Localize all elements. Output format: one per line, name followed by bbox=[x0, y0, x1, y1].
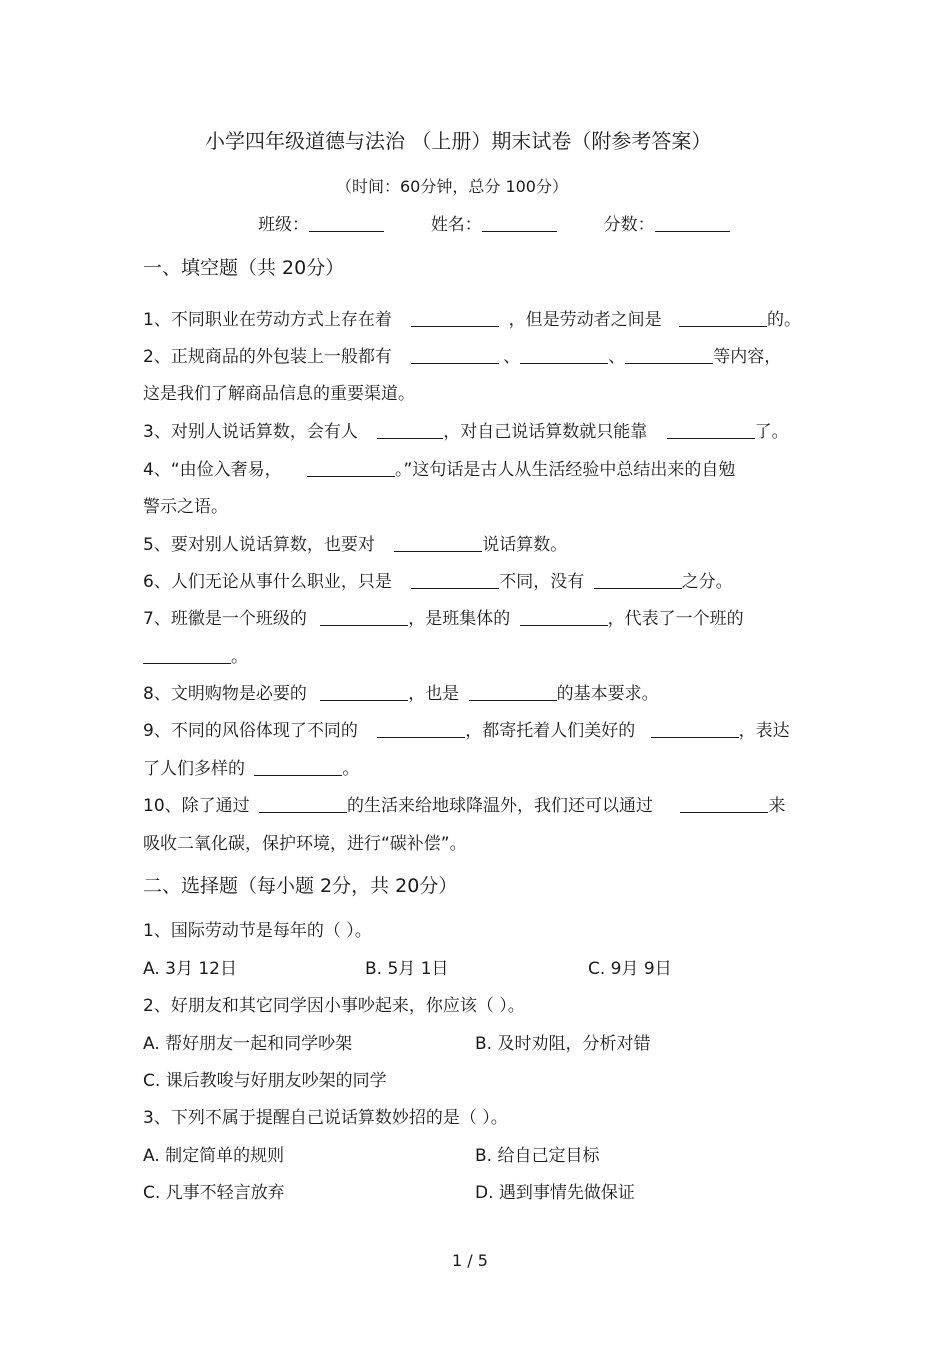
student-info-row bbox=[258, 214, 730, 236]
fill-question-1 bbox=[143, 309, 801, 331]
answer-blank bbox=[377, 721, 465, 738]
answer-blank bbox=[679, 310, 767, 327]
q5-text-a: 5、要对别人说话算数，也要对 bbox=[143, 535, 375, 555]
q8-text-c: 的基本要求。 bbox=[556, 684, 659, 704]
answer-blank bbox=[594, 572, 682, 589]
q1-text-b: ，但是劳动者之间是 bbox=[508, 310, 662, 330]
q2-text-c: 、 bbox=[608, 347, 626, 367]
page-number: 1 / 5 bbox=[452, 1251, 488, 1270]
q2-option-a: A. 帮好朋友一起和同学吵架 bbox=[143, 1034, 353, 1054]
q10-text-c: 来 bbox=[768, 796, 786, 816]
section-2-title: 二、选择题（每小题 2分，共 20分） bbox=[143, 875, 458, 897]
q9-text-a: 9、不同的风俗体现了不同的 bbox=[143, 721, 358, 741]
answer-blank bbox=[307, 460, 395, 477]
answer-blank bbox=[259, 796, 347, 813]
q4-text-b: 。”这句话是古人从生活经验中总结出来的自勉 bbox=[395, 460, 736, 480]
answer-blank bbox=[625, 347, 713, 364]
q3-option-c: C. 凡事不轻言放弃 bbox=[143, 1183, 285, 1203]
q9-text-b: ，都寄托着人们美好的 bbox=[465, 721, 636, 741]
q8-text-a: 8、文明购物是必要的 bbox=[143, 684, 307, 704]
q2-option-b: B. 及时劝阻，分析对错 bbox=[475, 1034, 651, 1054]
choice-question-1: 1、国际劳动节是每年的（ ）。 bbox=[143, 921, 372, 941]
answer-blank bbox=[411, 347, 499, 364]
class-label: 班级： bbox=[258, 215, 309, 235]
answer-blank bbox=[680, 796, 768, 813]
q3-text-c: 了。 bbox=[754, 422, 789, 442]
q10-text-b: 的生活来给地球降温外，我们还可以通过 bbox=[347, 796, 654, 816]
q7-text-c: ，代表了一个班的 bbox=[607, 609, 744, 629]
answer-blank bbox=[411, 310, 499, 327]
q2-text-d: 等内容， bbox=[713, 347, 782, 367]
q4-text-a: 4、“由俭入奢易， bbox=[143, 460, 282, 480]
fill-question-2 bbox=[143, 346, 781, 368]
fill-question-7-cont bbox=[143, 646, 248, 668]
choice-question-2: 2、好朋友和其它同学因小事吵起来，你应该（ ）。 bbox=[143, 996, 525, 1016]
q7-text-b: ，是班集体的 bbox=[408, 609, 511, 629]
q10-text-a: 10、除了通过 bbox=[143, 796, 250, 816]
q2-option-c: C. 课后教唆与好朋友吵架的同学 bbox=[143, 1071, 387, 1091]
answer-blank bbox=[254, 759, 342, 776]
answer-blank bbox=[143, 647, 231, 664]
answer-blank bbox=[394, 535, 482, 552]
answer-blank bbox=[411, 572, 499, 589]
fill-question-10 bbox=[143, 795, 785, 817]
fill-question-10-cont: 吸收二氧化碳，保护环境，进行“碳补偿”。 bbox=[143, 834, 467, 854]
q2-text-b: 、 bbox=[503, 347, 521, 367]
answer-blank bbox=[667, 422, 755, 439]
q7-text-a: 7、班徽是一个班级的 bbox=[143, 609, 307, 629]
q1-option-b: B. 5月 1日 bbox=[365, 959, 449, 979]
q9-text-c: ，表达 bbox=[738, 721, 790, 741]
q3-option-b: B. 给自己定目标 bbox=[475, 1146, 600, 1166]
fill-question-9 bbox=[143, 720, 790, 742]
q9-text-d: 了人们多样的 bbox=[143, 759, 245, 779]
name-blank bbox=[482, 215, 557, 232]
fill-question-9-cont bbox=[143, 758, 359, 780]
fill-question-5 bbox=[143, 534, 567, 556]
q1-option-a: A. 3月 12日 bbox=[143, 959, 237, 979]
q1-text-c: 的。 bbox=[767, 310, 802, 330]
score-label: 分数： bbox=[603, 215, 655, 235]
q6-text-b: 不同，没有 bbox=[499, 572, 585, 592]
fill-question-6 bbox=[143, 571, 733, 593]
fill-question-8 bbox=[143, 683, 659, 705]
section-1-title: 一、填空题（共 20分） bbox=[143, 257, 345, 279]
q1-text-a: 1、不同职业在劳动方式上存在着 bbox=[143, 310, 392, 330]
answer-blank bbox=[520, 347, 608, 364]
answer-blank bbox=[320, 609, 408, 626]
q2-text-a: 2、正规商品的外包装上一般都有 bbox=[143, 347, 392, 367]
q3-option-d: D. 遇到事情先做保证 bbox=[475, 1183, 635, 1203]
exam-title: 小学四年级道德与法治 （上册）期末试卷（附参考答案） bbox=[205, 129, 712, 153]
q3-text-b: ，对自己说话算数就只能靠 bbox=[443, 422, 648, 442]
q3-text-a: 3、对别人说话算数，会有人 bbox=[143, 422, 358, 442]
q6-text-a: 6、人们无论从事什么职业，只是 bbox=[143, 572, 392, 592]
answer-blank bbox=[520, 609, 608, 626]
q1-option-c: C. 9月 9日 bbox=[588, 959, 672, 979]
fill-question-4 bbox=[143, 459, 735, 481]
q5-text-b: 说话算数。 bbox=[482, 535, 568, 555]
answer-blank bbox=[651, 721, 739, 738]
fill-question-4-cont: 警示之语。 bbox=[143, 497, 228, 517]
q6-text-c: 之分。 bbox=[681, 572, 733, 592]
answer-blank bbox=[320, 684, 408, 701]
answer-blank bbox=[377, 422, 443, 439]
score-blank bbox=[655, 215, 730, 232]
fill-question-2-cont: 这是我们了解商品信息的重要渠道。 bbox=[143, 384, 415, 404]
answer-blank bbox=[469, 684, 557, 701]
exam-subtitle: （时间：60分钟，总分 100分） bbox=[336, 177, 568, 196]
q9-text-e: 。 bbox=[342, 759, 360, 779]
q3-option-a: A. 制定简单的规则 bbox=[143, 1146, 285, 1166]
choice-question-3: 3、下列不属于提醒自己说话算数妙招的是（ ）。 bbox=[143, 1108, 508, 1128]
class-blank bbox=[309, 215, 384, 232]
fill-question-3 bbox=[143, 421, 789, 443]
fill-question-7 bbox=[143, 608, 744, 630]
name-label: 姓名： bbox=[430, 215, 482, 235]
q8-text-b: ，也是 bbox=[408, 684, 460, 704]
q7-text-d: 。 bbox=[231, 647, 248, 667]
